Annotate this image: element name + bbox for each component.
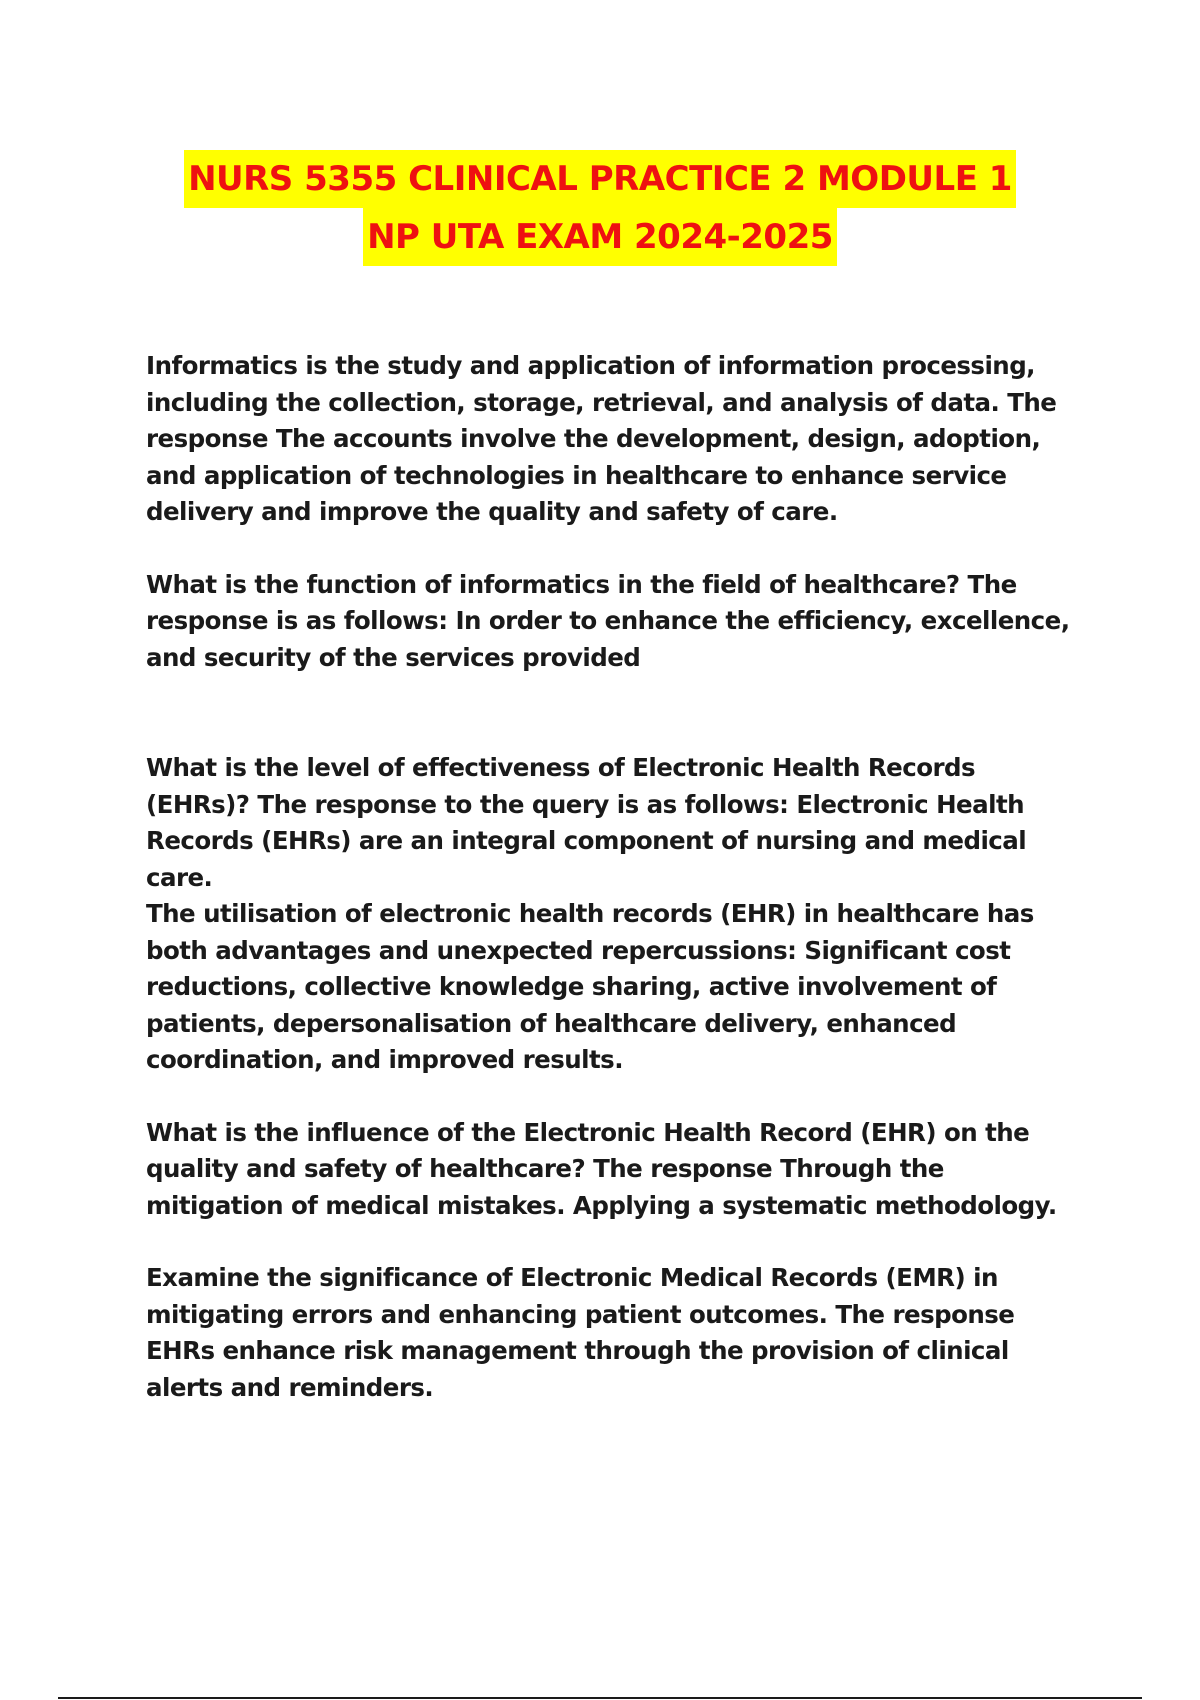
title-line-1: NURS 5355 CLINICAL PRACTICE 2 MODULE 1 <box>184 150 1016 208</box>
paragraph-informatics-function: What is the function of informatics in the field of healthcare? The response is as follows: In order to enhance the efficiency, excellence, and security of the services provided <box>146 569 1070 672</box>
bottom-divider <box>58 1697 1142 1699</box>
paragraph-ehr-effectiveness: What is the level of effectiveness of Electronic Health Records (EHRs)? The response to the query is as follows: Electronic Health Records (EHRs) are an integral component of nursing and medical care. <box>146 753 1027 892</box>
document-title <box>0 150 1200 266</box>
paragraph-emr-significance: Examine the significance of Electronic Medical Records (EMR) in mitigating errors and enhancing patient outcomes. The response EHRs enhance risk management through the provision of clinical alerts and reminders. <box>146 1263 1015 1402</box>
paragraph-ehr-utilisation: The utilisation of electronic health records (EHR) in healthcare has both advantages and unexpected repercussions: Significant cost reductions, collective knowledge sharing, active involvement of patients, depersonalisation of healthcare delivery, enhanced coordination, and improved results. <box>146 899 1034 1074</box>
paragraph-ehr-influence: What is the influence of the Electronic Health Record (EHR) on the quality and safety of healthcare? The response Through the mitigation of medical mistakes. Applying a systematic methodology. <box>146 1117 1057 1220</box>
document-body <box>146 348 1076 1406</box>
title-line-2: NP UTA EXAM 2024-2025 <box>363 208 837 266</box>
paragraph-informatics-definition: Informatics is the study and application of information processing, including the collection, storage, retrieval, and analysis of data. The response The accounts involve the development, design, adoption, and application of technologies in healthcare to enhance service delivery and improve the quality and safety of care. <box>146 351 1057 526</box>
